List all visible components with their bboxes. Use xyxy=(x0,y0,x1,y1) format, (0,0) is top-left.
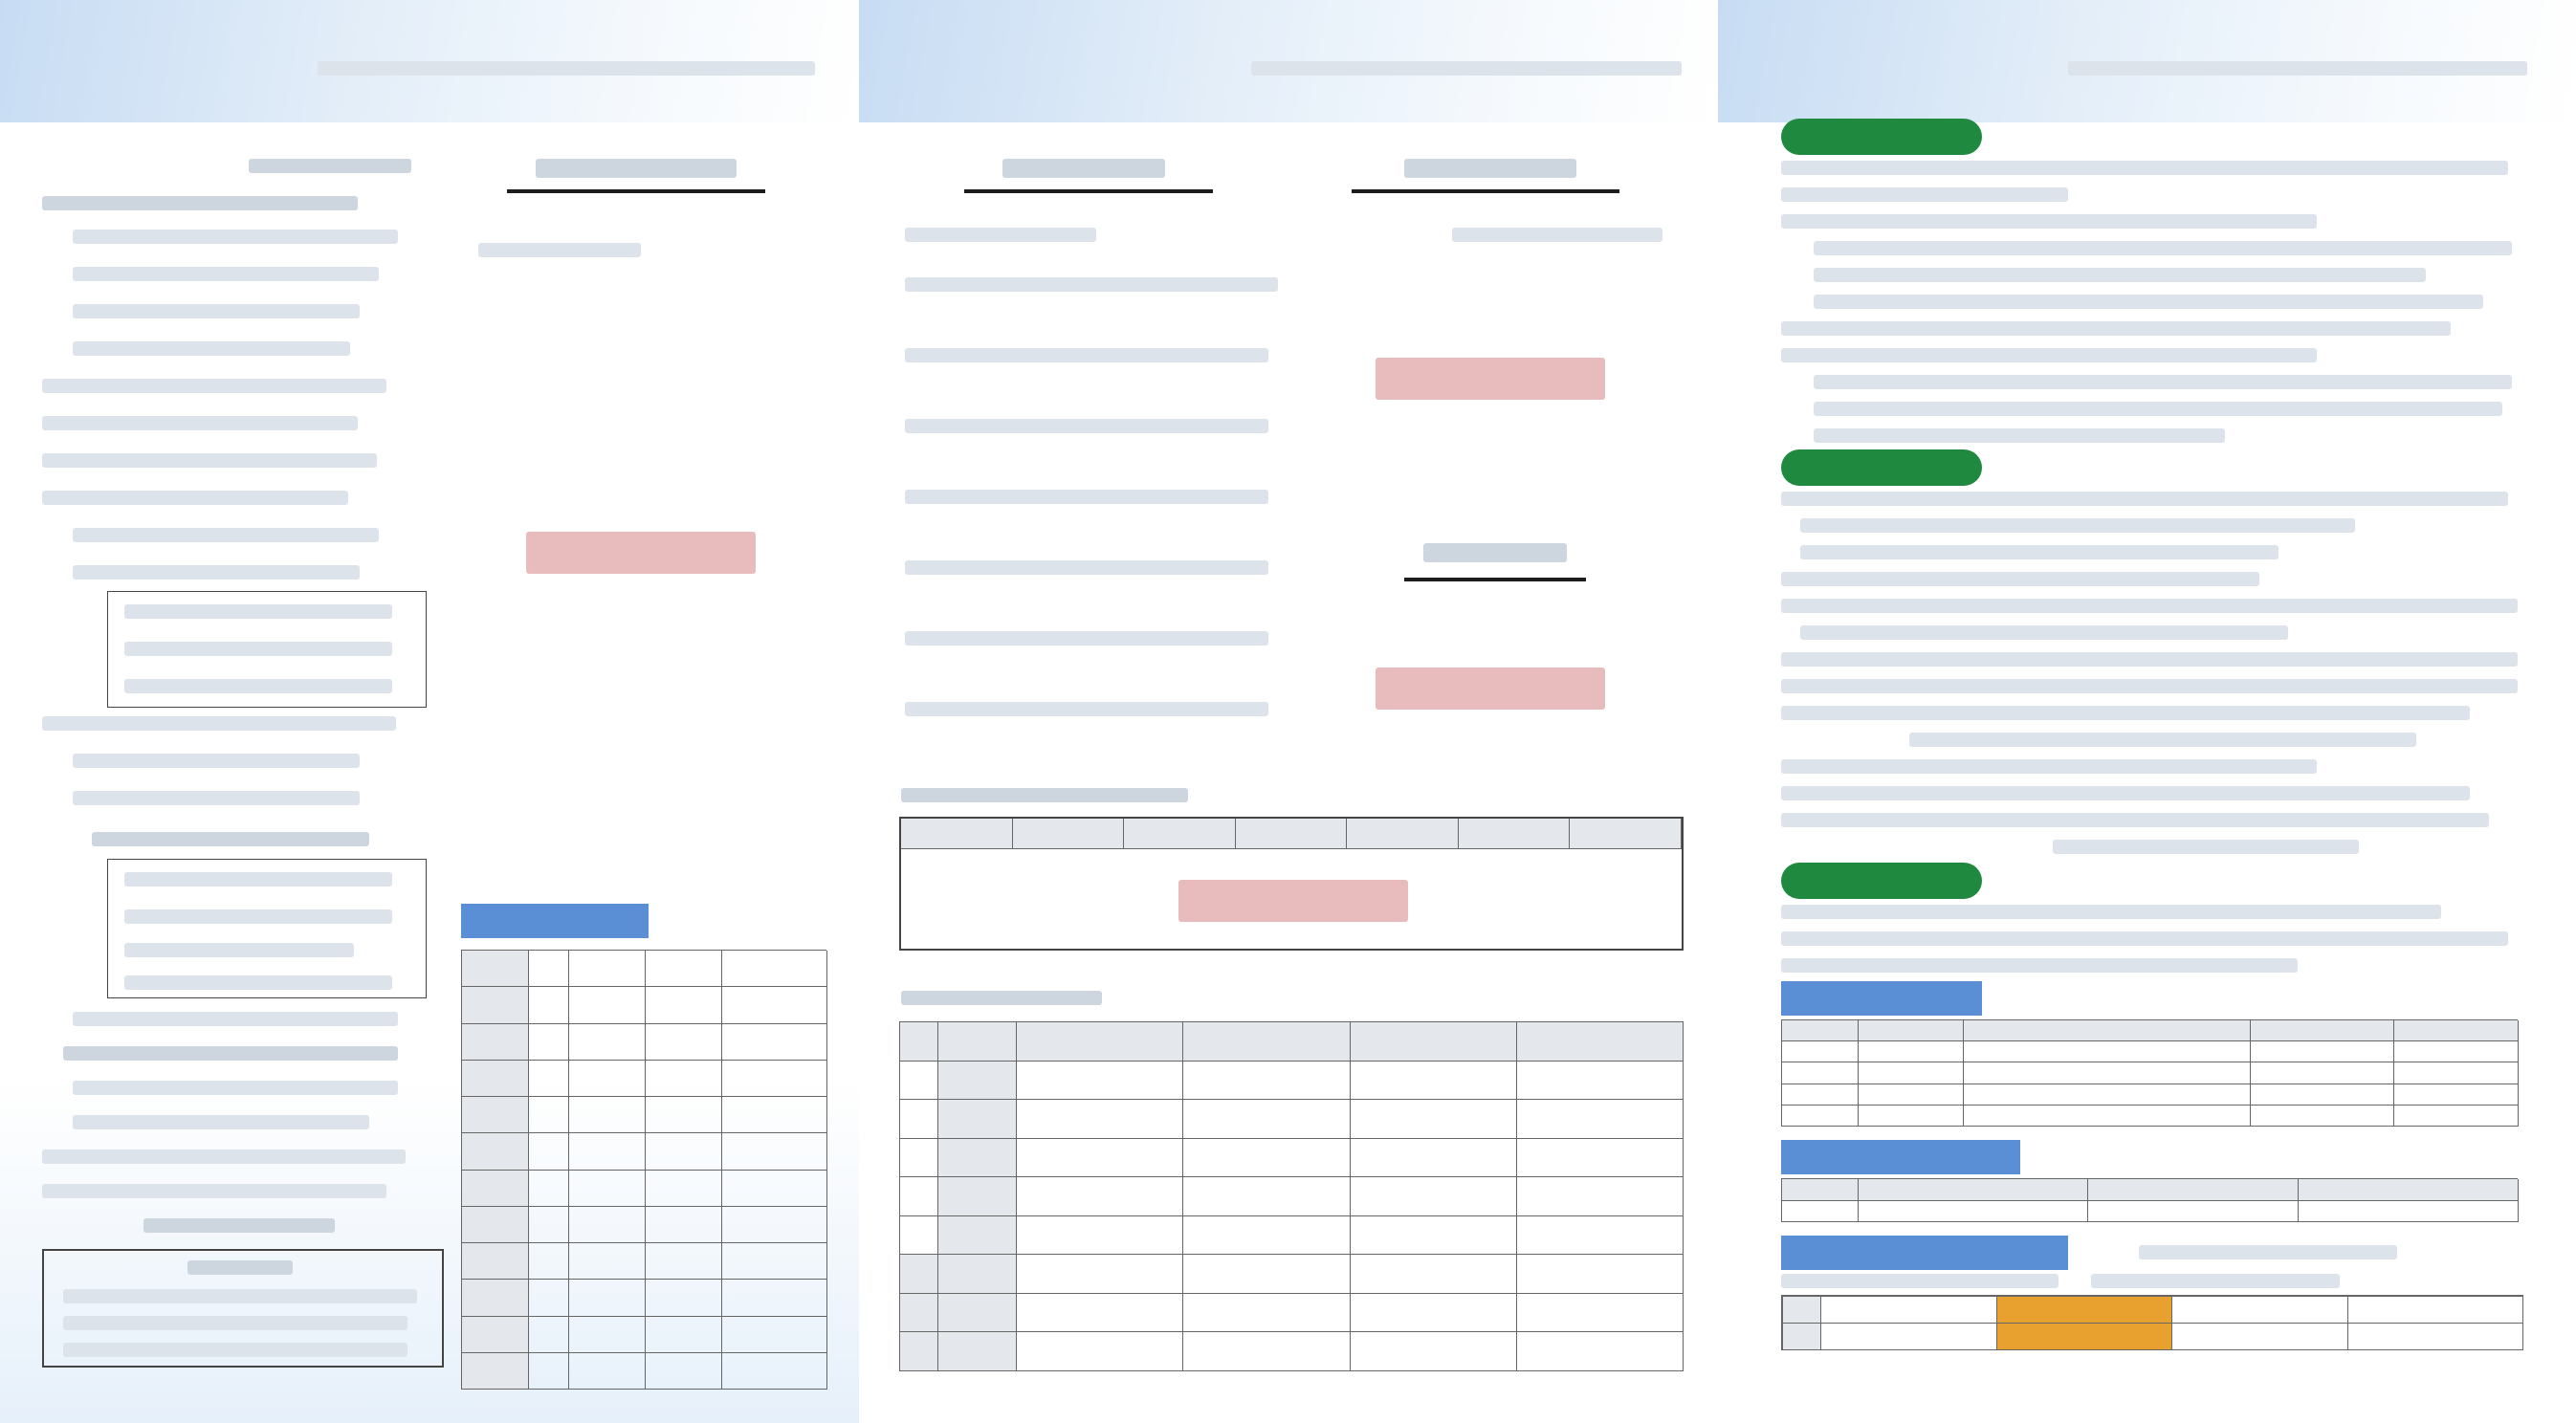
church-name xyxy=(2068,61,2527,76)
worship-times-heading xyxy=(461,904,649,938)
service-time xyxy=(478,243,641,257)
bulletin-panel-news xyxy=(1718,0,2576,1423)
service-title xyxy=(536,159,737,178)
bulletin-panel-worship xyxy=(0,0,859,1423)
section-pill xyxy=(1781,449,1982,486)
new-members-table xyxy=(1781,1019,2518,1127)
prayer-title xyxy=(1002,159,1165,178)
friday-title xyxy=(1404,159,1576,178)
service-title-underline xyxy=(507,189,765,193)
table-heading-bar xyxy=(1781,981,1982,1016)
pink-banner xyxy=(1376,668,1605,710)
bulletin-panel-prayer xyxy=(859,0,1718,1423)
duty-table xyxy=(899,817,1684,951)
panel-heading xyxy=(38,44,201,82)
committee-heading xyxy=(901,991,1102,1005)
broadcast-box xyxy=(42,1249,444,1368)
meal-service-table xyxy=(1781,1295,2523,1350)
section-pill xyxy=(1781,863,1982,899)
committee-table xyxy=(899,1021,1684,1371)
worship-times-table xyxy=(461,950,826,1390)
motto-line xyxy=(1251,61,1682,76)
duty-heading xyxy=(901,788,1188,802)
pink-banner xyxy=(1376,358,1605,400)
table-heading-bar xyxy=(1781,1140,2020,1174)
dawn-title xyxy=(1423,543,1567,562)
pink-banner xyxy=(1178,880,1408,922)
panel-heading xyxy=(1777,44,1921,82)
offering-table xyxy=(1781,1178,2518,1222)
section-pill xyxy=(1781,119,1982,155)
table-heading-bar xyxy=(1781,1236,2068,1270)
pink-banner xyxy=(526,532,756,574)
verse-line xyxy=(318,61,815,76)
